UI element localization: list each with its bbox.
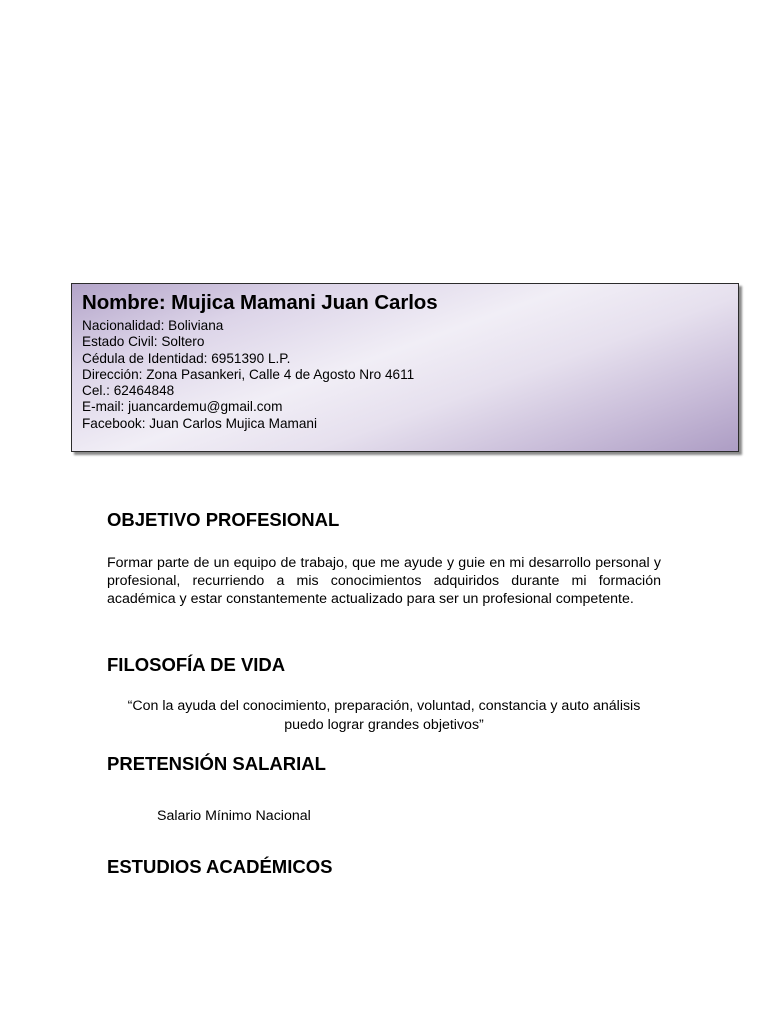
filosofia-quote: “Con la ayuda del conocimiento, preparación, voluntad, constancia y auto análisis puedo lograr grandes objetivos” bbox=[127, 698, 641, 733]
id-number: Cédula de Identidad: 6951390 L.P. bbox=[82, 350, 291, 366]
objetivo-title: OBJETIVO PROFESIONAL bbox=[107, 509, 340, 530]
salary-text: Salario Mínimo Nacional bbox=[157, 808, 311, 824]
nationality: Nacionalidad: Boliviana bbox=[82, 318, 224, 333]
phone: Cel.: 62464848 bbox=[82, 383, 175, 399]
filosofia-title: FILOSOFÍA DE VIDA bbox=[107, 654, 286, 675]
objetivo-text: Formar parte de un equipo de trabajo, que me ayude y guie en mi desarrollo personal y profesional, recurriendo a mis conocimientos adquiridos durante mi formación académica y estar constantemente actualizado para ser un profesional competente. bbox=[107, 555, 661, 607]
pretension-title: PRETENSIÓN SALARIAL bbox=[107, 753, 326, 774]
estudios-title: ESTUDIOS ACADÉMICOS bbox=[107, 856, 333, 877]
full-name: Nombre: Mujica Mamani Juan Carlos bbox=[82, 291, 438, 314]
email: E-mail: juancardemu@gmail.com bbox=[82, 399, 283, 415]
personal-info-box bbox=[71, 283, 739, 452]
facebook: Facebook: Juan Carlos Mujica Mamani bbox=[82, 415, 317, 431]
address: Dirección: Zona Pasankeri, Calle 4 de Agosto Nro 4611 bbox=[82, 366, 415, 382]
marital-status: Estado Civil: Soltero bbox=[82, 334, 205, 350]
